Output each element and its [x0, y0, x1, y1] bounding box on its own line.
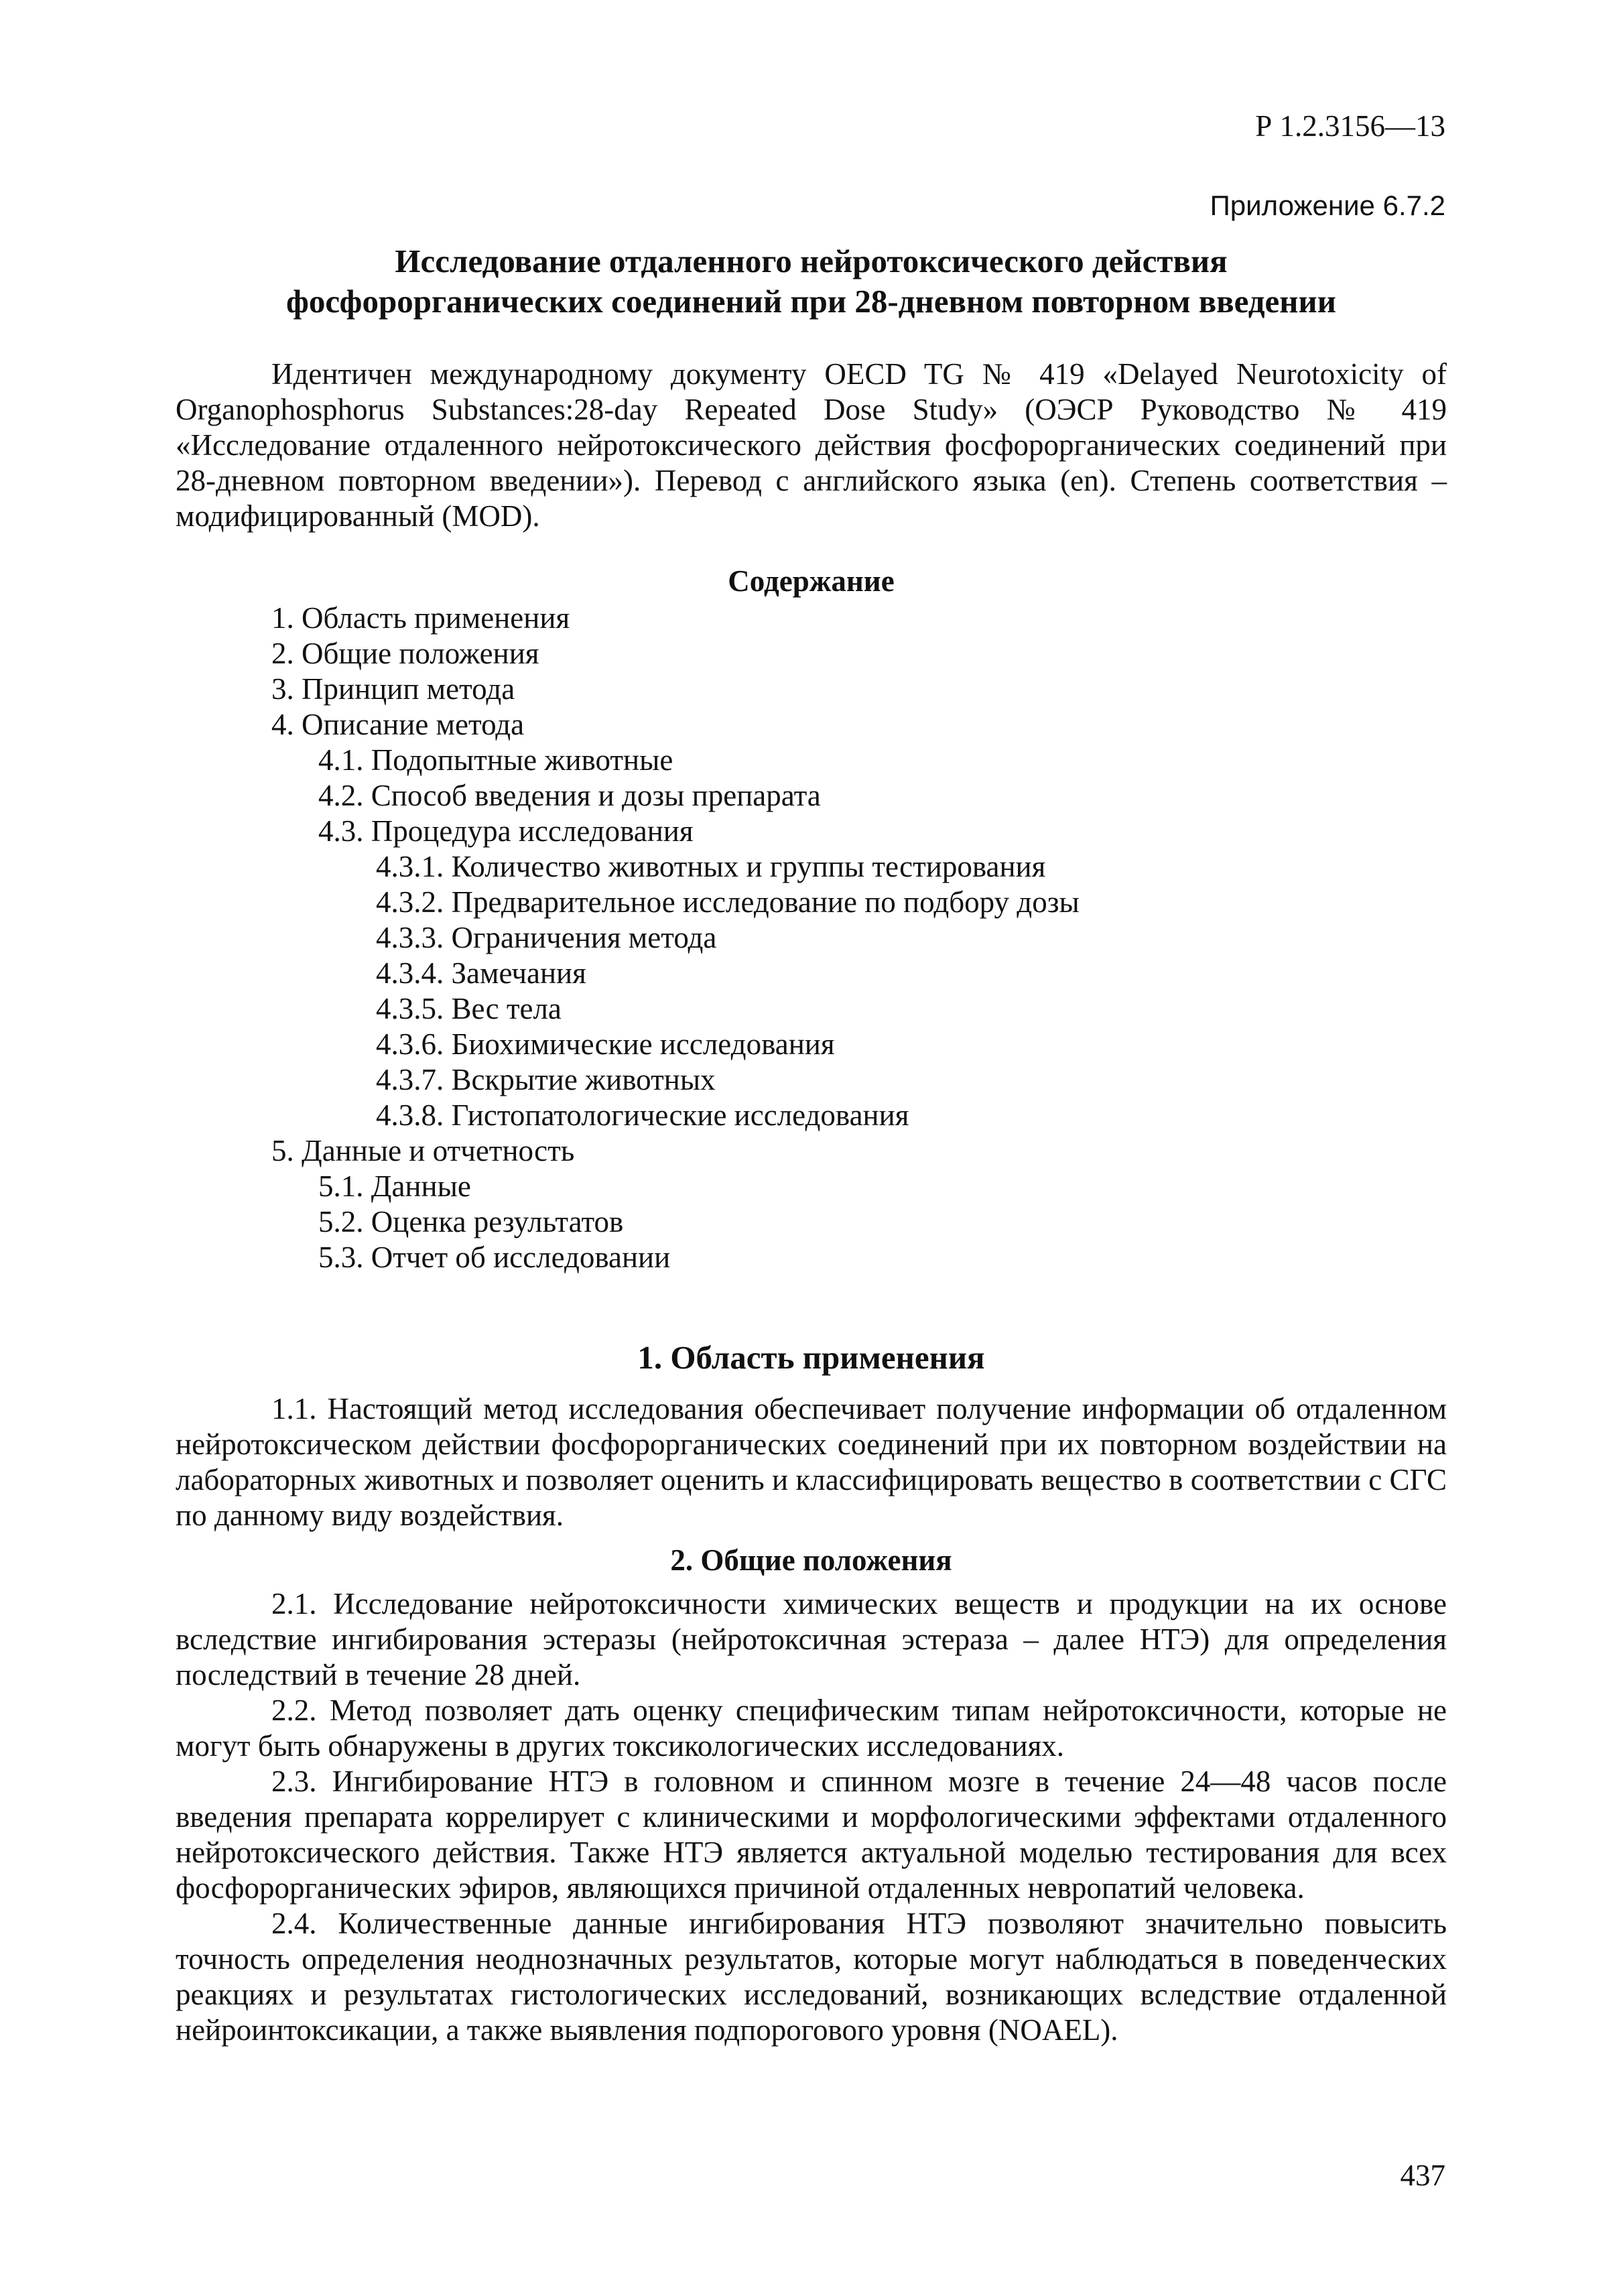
document-code: Р 1.2.3156—13 [1255, 109, 1445, 143]
page-content [176, 241, 1447, 2048]
toc-item: 4.3. Процедура исследования [318, 814, 694, 848]
section-1-heading: 1. Область применения [637, 1339, 985, 1376]
toc-item: 5.3. Отчет об исследовании [318, 1240, 671, 1274]
toc-item: 4.3.8. Гистопатологические исследования [376, 1098, 909, 1132]
intro-paragraph: Идентичен международному документу OECD TG № 419 «Delayed Neurotoxicity of Organophosphorus Substances:28-day Repeated Dose Study» (ОЭСР Руководство № 419 «Исследование отдаленного нейротоксического действия фосфорорганических соединений при 28-дневном повторном введении»). Перевод с английского языка (en). Степень соответствия – модифицированный (MOD). [176, 357, 1447, 533]
section-paragraph: 1.1. Настоящий метод исследования обеспечивает получение информации об отдаленном нейротоксическом действии фосфорорганических соединений при их повторном воздействии на лабораторных животных и позволяет оценить и классифицировать вещество в соответствии с СГС по данному виду воздействия. [176, 1392, 1447, 1532]
toc-item: 4.3.6. Биохимические исследования [376, 1027, 835, 1061]
section-1-body [176, 1391, 1447, 1533]
toc-item: 4.3.3. Ограничения метода [376, 921, 717, 954]
appendix-label: Приложение 6.7.2 [1210, 190, 1445, 221]
section-2-heading: 2. Общие положения [670, 1543, 952, 1577]
toc-item: 1. Область применения [271, 601, 570, 635]
toc-item: 4.2. Способ введения и дозы препарата [318, 779, 821, 812]
table-of-contents [176, 600, 1447, 1275]
page-number: 437 [1400, 2159, 1445, 2192]
title-line: фосфорорганических соединений при 28-дневном повторном введении [286, 283, 1336, 320]
toc-item: 3. Принцип метода [271, 672, 515, 706]
title-line: Исследование отдаленного нейротоксического действия [395, 243, 1228, 279]
toc-item: 5.2. Оценка результатов [318, 1205, 624, 1238]
document-title [176, 241, 1447, 322]
section-paragraph: 2.1. Исследование нейротоксичности химических веществ и продукции на их основе вследствие ингибирования эстеразы (нейротоксичная эстераза – далее НТЭ) для определения последствий в течение 28 дней. [176, 1587, 1447, 1692]
toc-item: 4.3.5. Вес тела [376, 992, 562, 1025]
toc-item: 5.1. Данные [318, 1169, 471, 1203]
toc-item: 2. Общие положения [271, 637, 539, 670]
toc-item: 4.3.7. Вскрытие животных [376, 1063, 716, 1096]
section-2-body [176, 1586, 1447, 2048]
toc-heading: Содержание [728, 564, 895, 598]
toc-item: 4.3.1. Количество животных и группы тестирования [376, 850, 1046, 883]
toc-item: 5. Данные и отчетность [271, 1134, 575, 1167]
section-paragraph: 2.3. Ингибирование НТЭ в головном и спинном мозге в течение 24—48 часов после введения препарата коррелирует с клиническими и морфологическими эффектами отдаленного нейротоксического действия. Также НТЭ является актуальной моделью тестирования для всех фосфорорганических эфиров, являющихся причиной отдаленных невропатий человека. [176, 1765, 1447, 1905]
section-paragraph: 2.2. Метод позволяет дать оценку специфическим типам нейротоксичности, которые не могут быть обнаружены в других токсикологических исследованиях. [176, 1694, 1447, 1763]
toc-item: 4.3.2. Предварительное исследование по подбору дозы [376, 885, 1080, 919]
section-paragraph: 2.4. Количественные данные ингибирования НТЭ позволяют значительно повысить точность определения неоднозначных результатов, которые могут наблюдаться в поведенческих реакциях и результатах гистологических исследований, возникающих вследствие отдаленной нейроинтоксикации, а также выявления подпорогового уровня (NOAEL). [176, 1907, 1447, 2047]
toc-item: 4. Описание метода [271, 708, 525, 741]
toc-item: 4.1. Подопытные животные [318, 743, 673, 777]
toc-item: 4.3.4. Замечания [376, 956, 586, 990]
